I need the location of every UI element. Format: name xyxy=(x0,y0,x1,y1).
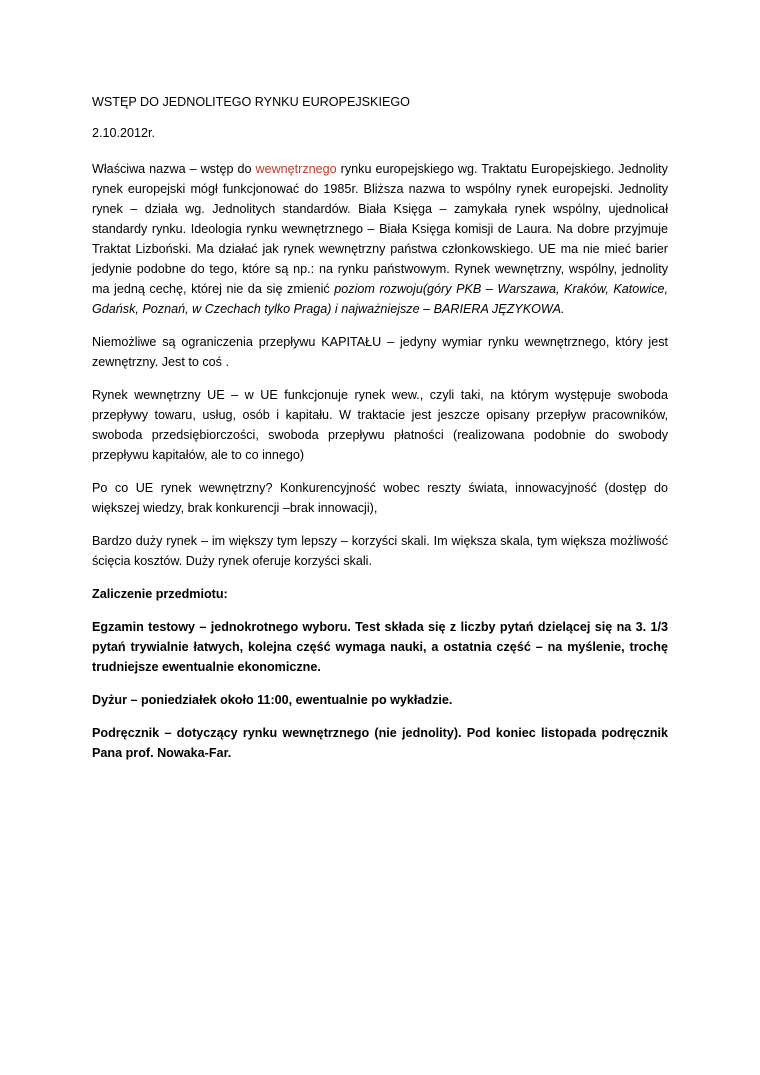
paragraph-textbook: Podręcznik – dotyczący rynku wewnętrznego (nie jednolity). Pod koniec listopada podręcznik Pana prof. Nowaka-Far. xyxy=(92,726,668,760)
document-page xyxy=(92,92,668,776)
paragraph-intro-middle: rynku europejskiego wg. Traktatu Europejskiego. Jednolity rynek europejski mógł funkcjonować do 1985r. Bliższa nazwa to wspólny rynek europejski. Jednolity rynek – działa wg. Jednolitych standardów. Biała Księga – zamykała rynek wspólny, ujednolicał standardy rynku. Ideologia rynku wewnętrznego – Biała Księga komisji de Laura. Na dobre przyjmuje Traktat Lizboński. Ma działać jak rynek wewnętrzny państwa członkowskiego. UE ma nie mieć barier jedynie podobne do tego, które są np.: na rynku państwowym. Rynek wewnętrzny, wspólny, jednolity ma jedną cechę, której nie da się zmienić xyxy=(92,162,668,296)
paragraph-intro-start: Właściwa nazwa – wstęp do xyxy=(92,162,256,176)
document-title: WSTĘP DO JEDNOLITEGO RYNKU EUROPEJSKIEGO xyxy=(92,95,410,109)
highlighted-word: wewnętrznego xyxy=(255,162,337,176)
paragraph-internal-market: Rynek wewnętrzny UE – w UE funkcjonuje rynek wew., czyli taki, na którym występuje swoboda przepływy towaru, usług, osób i kapitału. W traktacie jest jeszcze opisany przepływ pracowników, swoboda przedsiębiorczości, swoboda przepływu płatności (realizowana podobnie do swobody przepływu kapitałów, ale to co innego) xyxy=(92,388,668,462)
paragraph-intro-italic: poziom rozwoju(góry PKB – Warszawa, Kraków, Katowice, Gdańsk, Poznań, w Czechach tylko Praga) i najważniejsze – BARIERA JĘZYKOWA. xyxy=(92,282,668,316)
paragraph-why-market: Po co UE rynek wewnętrzny? Konkurencyjność wobec reszty świata, innowacyjność (dostęp do większej wiedzy, brak konkurencji –brak innowacji), xyxy=(92,481,668,515)
paragraph-large-market: Bardzo duży rynek – im większy tym lepszy – korzyści skali. Im większa skala, tym większa możliwość ścięcia kosztów. Duży rynek oferuje korzyści skali. xyxy=(92,534,668,568)
paragraph-capital: Niemożliwe są ograniczenia przepływu KAPITAŁU – jedyny wymiar rynku wewnętrznego, który jest zewnętrzny. Jest to coś . xyxy=(92,335,668,369)
document-date: 2.10.2012r. xyxy=(92,126,156,140)
section-heading-passing: Zaliczenie przedmiotu: xyxy=(92,587,228,601)
paragraph-exam: Egzamin testowy – jednokrotnego wyboru. Test składa się z liczby pytań dzielącej się na 3. 1/3 pytań trywialnie łatwych, kolejna część wymaga nauki, a ostatnia część – na myślenie, trochę trudniejsze ewentualnie ekonomiczne. xyxy=(92,620,668,674)
paragraph-office-hours: Dyżur – poniedziałek około 11:00, ewentualnie po wykładzie. xyxy=(92,693,453,707)
paragraph-intro xyxy=(92,159,668,319)
